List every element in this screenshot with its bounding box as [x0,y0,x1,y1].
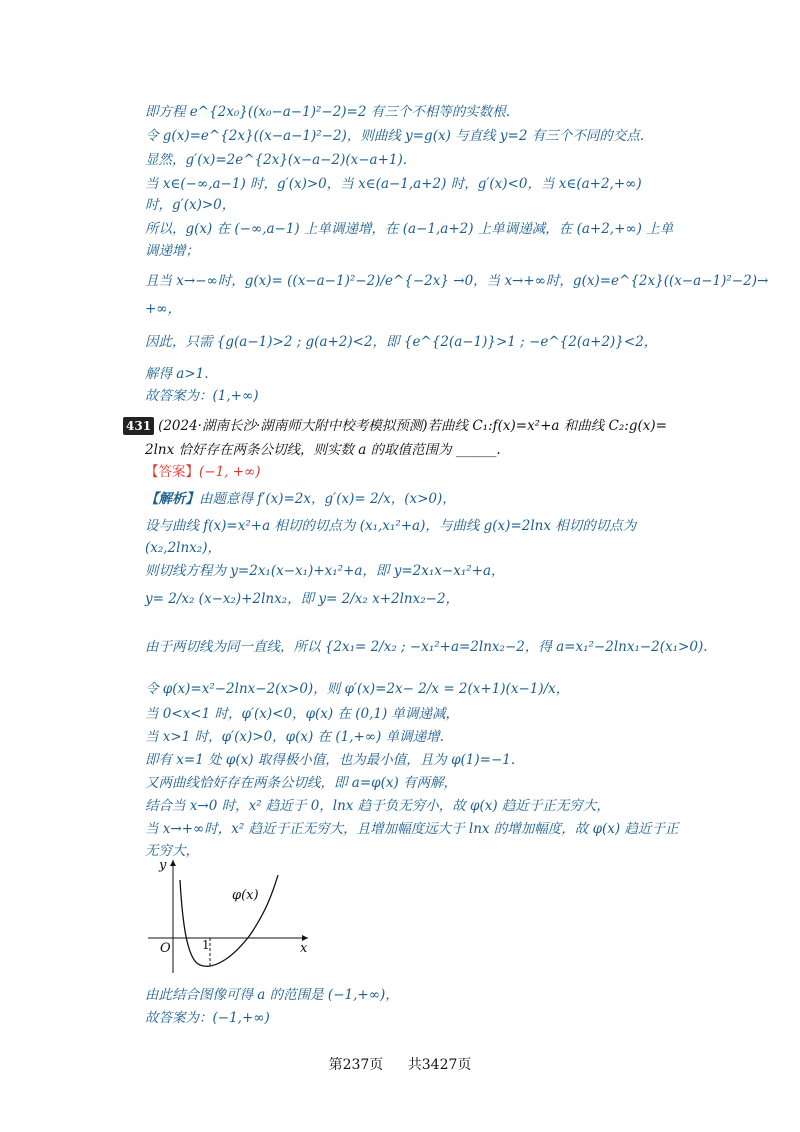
analysis-label: 【解析】 [145,491,199,507]
analysis-line: 当 x→+∞时，x² 趋近于正无穷大，且增加幅度远大于 lnx 的增加幅度，故 φ(x) 趋近于正 [145,821,679,837]
solution-line: 时，g′(x)>0， [145,197,236,213]
page-total: 共3427页 [407,1057,472,1073]
analysis-line: 无穷大， [145,843,199,859]
problem-stem-line [123,417,667,435]
origin-label: O [160,941,171,956]
analysis-line: 由于两切线为同一直线，所以 {2x₁= 2/x₂ ; −x₁²+a=2lnx₂−2，得 a=x₁²−2lnx₁−2(x₁>0). [145,639,708,655]
analysis-line: 又两曲线恰好存在两条公切线，即 a=φ(x) 有两解， [145,775,458,791]
answer-label: 【答案】 [145,464,199,480]
analysis-line: (x₂,2lnx₂)， [145,540,221,556]
solution-line: 当 x∈(−∞,a−1) 时，g′(x)>0，当 x∈(a−1,a+2) 时，g′(x)<0，当 x∈(a+2,+∞) [145,176,642,192]
solution-line: 因此，只需 {g(a−1)>2 ; g(a+2)<2，即 {e^{2(a−1)}>1 ; −e^{2(a+2)}<2， [145,334,658,350]
solution-line: 故答案为：(1,+∞) [145,388,259,404]
analysis-line: 结合当 x→0 时，x² 趋近于 0，lnx 趋于负无穷小，故 φ(x) 趋近于正无穷大， [145,798,610,814]
analysis-line: 设与曲线 f(x)=x²+a 相切的切点为 (x₁,x₁²+a)，与曲线 g(x)=2lnx 相切的切点为 [145,518,637,534]
phi-graph-figure [140,855,320,980]
problem-stem-line-2: 2lnx 恰好存在两条公切线，则实数 a 的取值范围为 ______. [145,442,501,458]
answer-line [145,463,261,481]
analysis-line: 即有 x=1 处 φ(x) 取得极小值，也为最小值，且为 φ(1)=−1. [145,752,516,768]
analysis-line: y= 2/x₂ (x−x₂)+2lnx₂，即 y= 2/x₂ x+2lnx₂−2， [145,591,460,607]
solution-line: 所以，g(x) 在 (−∞,a−1) 上单调递增，在 (a−1,a+2) 上单调递减，在 (a+2,+∞) 上单 [145,221,674,237]
analysis-line: 当 x>1 时，φ′(x)>0，φ(x) 在 (1,+∞) 单调递增. [145,729,444,745]
tick-label-1: 1 [202,938,210,952]
solution-line: 令 g(x)=e^{2x}((x−a−1)²−2)，则曲线 y=g(x) 与直线 y=2 有三个不同的交点. [145,128,645,144]
analysis-line [145,490,456,508]
problem-number-badge: 431 [123,417,154,435]
solution-line: 调递增； [145,243,199,259]
page-footer [0,1054,800,1074]
curve-label: φ(x) [232,888,259,903]
analysis-line: 令 φ(x)=x²−2lnx−2(x>0)，则 φ′(x)=2x− 2/x = 2(x+1)(x−1)/x， [145,681,570,697]
solution-line: +∞， [145,301,182,317]
phi-curve [180,875,278,966]
x-axis-label: x [300,941,308,956]
page-number: 第237页 [328,1057,384,1073]
solution-line: 且当 x→−∞时，g(x)= ((x−a−1)²−2)/e^{−2x} →0，当 x→+∞时，g(x)=e^{2x}((x−a−1)²−2)→ [145,273,769,289]
answer-value: (−1, +∞) [199,464,261,480]
conclusion-line: 故答案为：(−1,+∞) [145,1010,270,1026]
conclusion-line: 由此结合图像可得 a 的范围是 (−1,+∞)， [145,987,399,1003]
analysis-line: 当 0<x<1 时，φ′(x)<0，φ(x) 在 (0,1) 单调递减， [145,706,460,722]
y-axis-label: y [159,858,167,873]
solution-line: 解得 a>1. [145,366,209,382]
solution-line: 显然，g′(x)=2e^{2x}(x−a−2)(x−a+1). [145,152,408,168]
analysis-text: 由题意得 f′(x)=2x，g′(x)= 2/x，(x>0)， [199,491,456,507]
analysis-line: 则切线方程为 y=2x₁(x−x₁)+x₁²+a，即 y=2x₁x−x₁²+a， [145,563,505,579]
problem-stem-text: (2024·湖南长沙·湖南师大附中校考模拟预测)若曲线 C₁:f(x)=x²+a 和曲线 C₂:g(x)= [158,418,667,434]
solution-line: 即方程 e^{2x₀}((x₀−a−1)²−2)=2 有三个不相等的实数根. [145,104,511,120]
